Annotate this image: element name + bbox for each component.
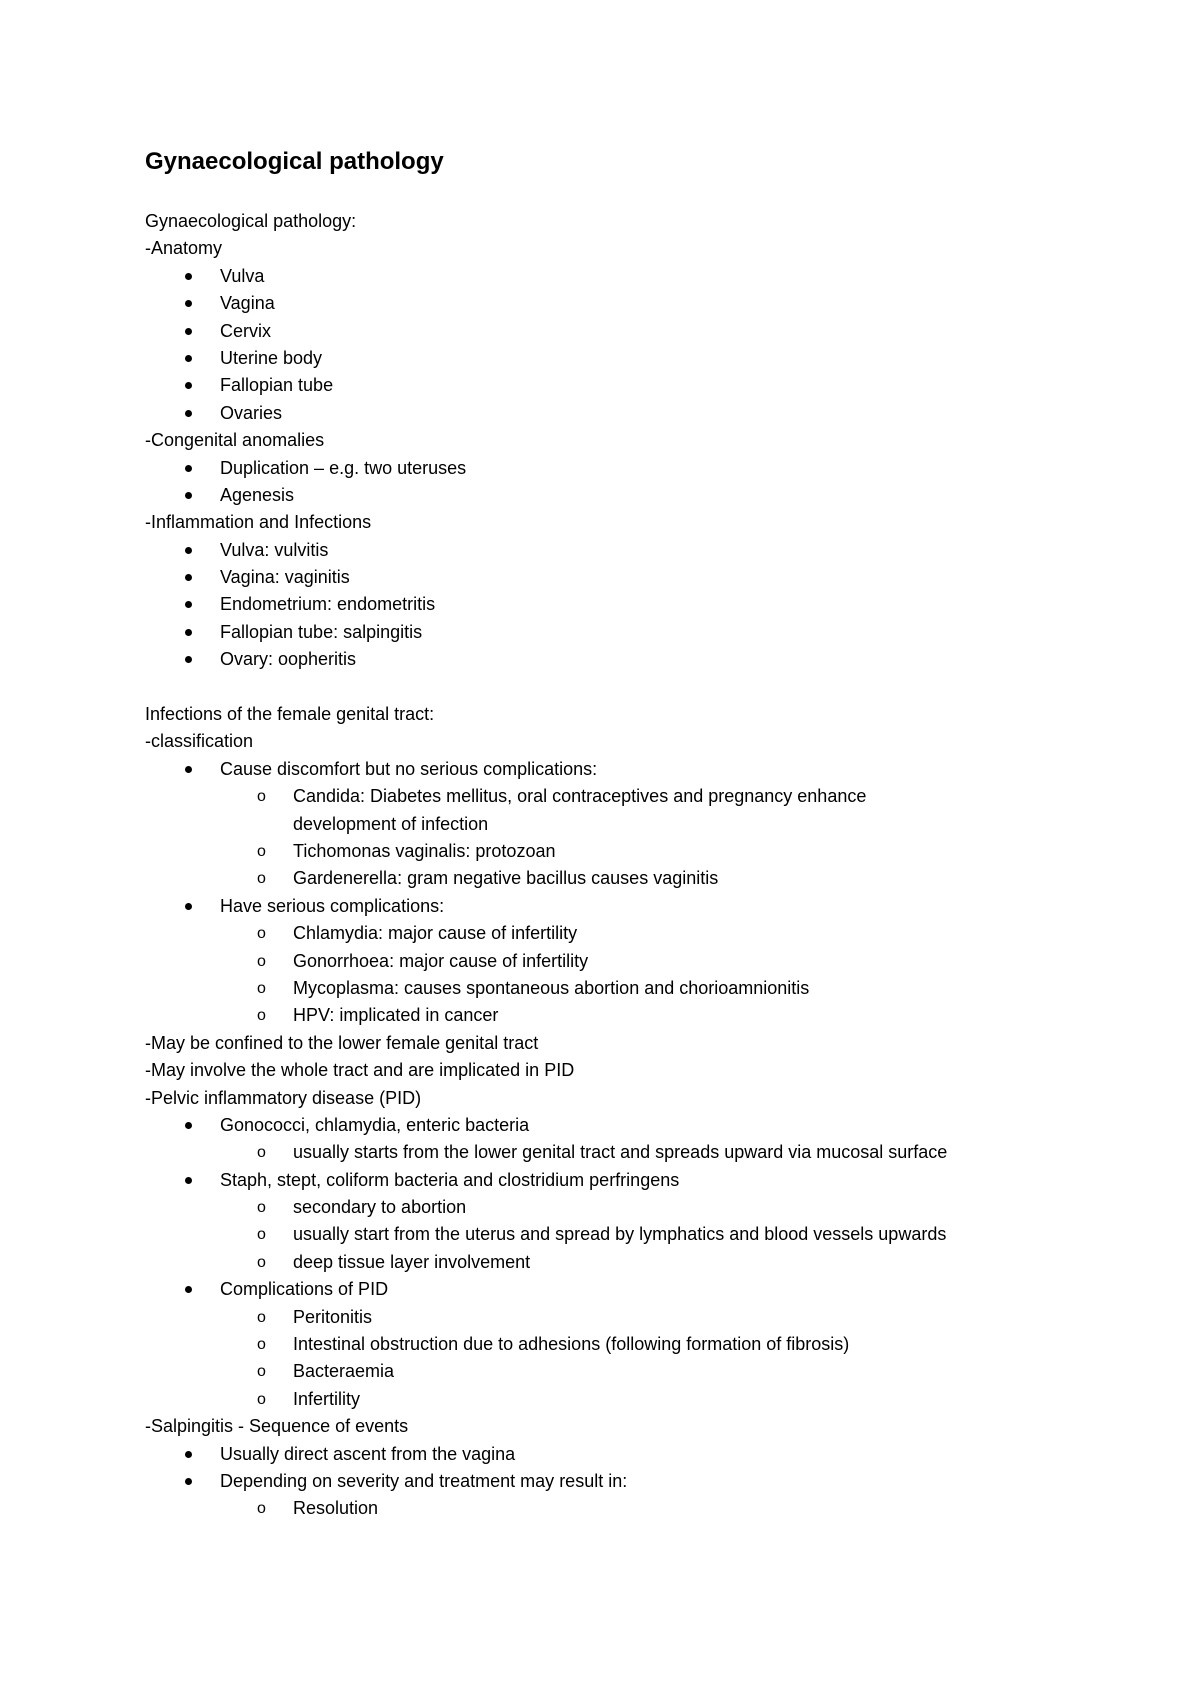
bullet-dot-icon [185, 1177, 192, 1184]
bullet-dot-icon [185, 1122, 192, 1129]
bullet-item [145, 1276, 1045, 1303]
heading-line: -Inflammation and Infections [145, 512, 372, 533]
heading-line: -May be confined to the lower female genital tract [145, 1032, 539, 1053]
sub-bullet-item [145, 1139, 1045, 1166]
heading-line: Infections of the female genital tract: [145, 704, 435, 725]
bullet-item [145, 591, 1045, 618]
circle-bullet-icon: o [257, 1144, 266, 1162]
bullet-item-text: Depending on severity and treatment may result in: [220, 1471, 628, 1491]
heading-line: -Pelvic inflammatory disease (PID) [145, 1087, 422, 1108]
circle-bullet-icon: o [257, 1253, 266, 1271]
bullet-dot-icon [185, 766, 192, 773]
sub-bullet-item [145, 1358, 1045, 1385]
sub-bullet-item-text: Infertility [293, 1388, 361, 1409]
sub-bullet-item-text: Tichomonas vaginalis: protozoan [293, 841, 556, 862]
bullet-item [145, 756, 1045, 783]
page-title: Gynaecological pathology [145, 148, 444, 175]
bullet-item-text: Vulva: vulvitis [220, 539, 329, 560]
bullet-dot-icon [185, 1286, 192, 1293]
bullet-item-text: Vagina [220, 293, 275, 314]
sub-bullet-item-text: Candida: Diabetes mellitus, oral contraceptives and pregnancy enhance [293, 786, 867, 807]
sub-bullet-item [145, 1331, 1045, 1358]
circle-bullet-icon: o [257, 870, 266, 888]
bullet-item-text: Agenesis [220, 484, 295, 505]
sub-bullet-item-text: Peritonitis [293, 1306, 373, 1327]
sub-bullet-item-text: usually start from the uterus and spread by lymphatics and blood vessels upwards [293, 1224, 947, 1245]
heading-line: Gynaecological pathology: [145, 211, 357, 231]
sub-bullet-item-text: Gardenerella: gram negative bacillus causes vaginitis [293, 868, 719, 889]
heading-line: -May involve the whole tract and are implicated in PID [145, 1060, 575, 1081]
bullet-item [145, 372, 1045, 399]
bullet-item [145, 1441, 1045, 1468]
section-gap [145, 674, 1045, 701]
sub-bullet-item-text: deep tissue layer involvement [293, 1251, 531, 1272]
circle-bullet-icon: o [257, 788, 266, 806]
heading-line: -classification [145, 731, 254, 752]
circle-bullet-icon: o [257, 1363, 266, 1381]
sub-bullet-item [145, 948, 1045, 975]
bullet-item-text: Vulva [220, 265, 265, 286]
bullet-item-text: Usually direct ascent from the vagina [220, 1443, 516, 1464]
bullet-item [145, 646, 1045, 673]
bullet-item [145, 318, 1045, 345]
bullet-dot-icon [185, 903, 192, 910]
circle-bullet-icon: o [257, 843, 266, 861]
sub-bullet-item [145, 1386, 1045, 1413]
bullet-item [145, 1468, 1045, 1495]
document-body [145, 208, 1045, 1523]
sub-bullet-item-text: Mycoplasma: causes spontaneous abortion and chorioamnionitis [293, 977, 810, 998]
bullet-item-text: Cervix [220, 320, 272, 341]
bullet-dot-icon [185, 629, 192, 636]
sub-bullet-item [145, 865, 1045, 892]
heading-line: -Congenital anomalies [145, 430, 325, 451]
circle-bullet-icon: o [257, 979, 266, 997]
bullet-dot-icon [185, 465, 192, 472]
sub-bullet-item-text: Resolution [293, 1498, 379, 1519]
sub-bullet-item-text: HPV: implicated in cancer [293, 1005, 499, 1026]
bullet-dot-icon [185, 574, 192, 581]
sub-bullet-item [145, 1495, 1045, 1522]
bullet-item [145, 263, 1045, 290]
bullet-item-text: Vagina: vaginitis [220, 567, 350, 588]
bullet-item-text: Gonococci, chlamydia, enteric bacteria [220, 1114, 530, 1135]
bullet-dot-icon [185, 656, 192, 663]
bullet-item-text: Complications of PID [220, 1279, 389, 1300]
bullet-item [145, 564, 1045, 591]
circle-bullet-icon: o [257, 1226, 266, 1244]
bullet-item-text: Cause discomfort but no serious complications: [220, 758, 598, 779]
sub-bullet-item [145, 1002, 1045, 1029]
bullet-item-text: Uterine body [220, 347, 323, 368]
sub-bullet-item [145, 783, 1045, 838]
bullet-item-text: Endometrium: endometritis [220, 594, 436, 615]
bullet-dot-icon [185, 300, 192, 307]
sub-bullet-item [145, 1304, 1045, 1331]
circle-bullet-icon: o [257, 1199, 266, 1217]
bullet-item-text: Duplication – e.g. two uteruses [220, 457, 467, 478]
circle-bullet-icon: o [257, 1308, 266, 1326]
circle-bullet-icon: o [257, 1007, 266, 1025]
bullet-dot-icon [185, 410, 192, 417]
bullet-dot-icon [185, 382, 192, 389]
bullet-item [145, 400, 1045, 427]
circle-bullet-icon: o [257, 1336, 266, 1354]
bullet-item [145, 1112, 1045, 1139]
bullet-dot-icon [185, 328, 192, 335]
sub-bullet-item [145, 1249, 1045, 1276]
sub-bullet-item [145, 1194, 1045, 1221]
bullet-dot-icon [185, 492, 192, 499]
bullet-item [145, 290, 1045, 317]
sub-bullet-item-text: secondary to abortion [293, 1197, 467, 1218]
heading-line: -Anatomy [145, 238, 223, 259]
sub-bullet-item-continuation: development of infection [293, 813, 489, 834]
circle-bullet-icon: o [257, 1390, 266, 1408]
bullet-item [145, 455, 1045, 482]
sub-bullet-item [145, 1221, 1045, 1248]
bullet-item-text: Ovary: oopheritis [220, 649, 357, 670]
sub-bullet-item-text: Bacteraemia [293, 1361, 395, 1382]
sub-bullet-item-text: Gonorrhoea: major cause of infertility [293, 950, 589, 971]
bullet-dot-icon [185, 1451, 192, 1458]
circle-bullet-icon: o [257, 925, 266, 943]
sub-bullet-item-text: usually starts from the lower genital tract and spreads upward via mucosal surface [293, 1142, 948, 1163]
sub-bullet-item-text: Chlamydia: major cause of infertility [293, 923, 578, 944]
bullet-dot-icon [185, 601, 192, 608]
bullet-item [145, 619, 1045, 646]
bullet-item-text: Staph, stept, coliform bacteria and clostridium perfringens [220, 1169, 680, 1190]
heading-line: -Salpingitis - Sequence of events [145, 1416, 409, 1437]
bullet-item-text: Fallopian tube: salpingitis [220, 621, 423, 642]
bullet-item [145, 893, 1045, 920]
bullet-item [145, 537, 1045, 564]
bullet-item [145, 1167, 1045, 1194]
bullet-item-text: Fallopian tube [220, 375, 334, 396]
sub-bullet-item [145, 975, 1045, 1002]
sub-bullet-item-text: Intestinal obstruction due to adhesions (following formation of fibrosis) [293, 1334, 850, 1355]
bullet-dot-icon [185, 1478, 192, 1485]
bullet-item [145, 482, 1045, 509]
sub-bullet-item [145, 838, 1045, 865]
sub-bullet-item [145, 920, 1045, 947]
circle-bullet-icon: o [257, 1500, 266, 1518]
bullet-item [145, 345, 1045, 372]
bullet-dot-icon [185, 273, 192, 280]
bullet-dot-icon [185, 547, 192, 554]
bullet-item-text: Ovaries [220, 402, 283, 423]
bullet-item-text: Have serious complications: [220, 895, 445, 916]
bullet-dot-icon [185, 355, 192, 362]
circle-bullet-icon: o [257, 952, 266, 970]
